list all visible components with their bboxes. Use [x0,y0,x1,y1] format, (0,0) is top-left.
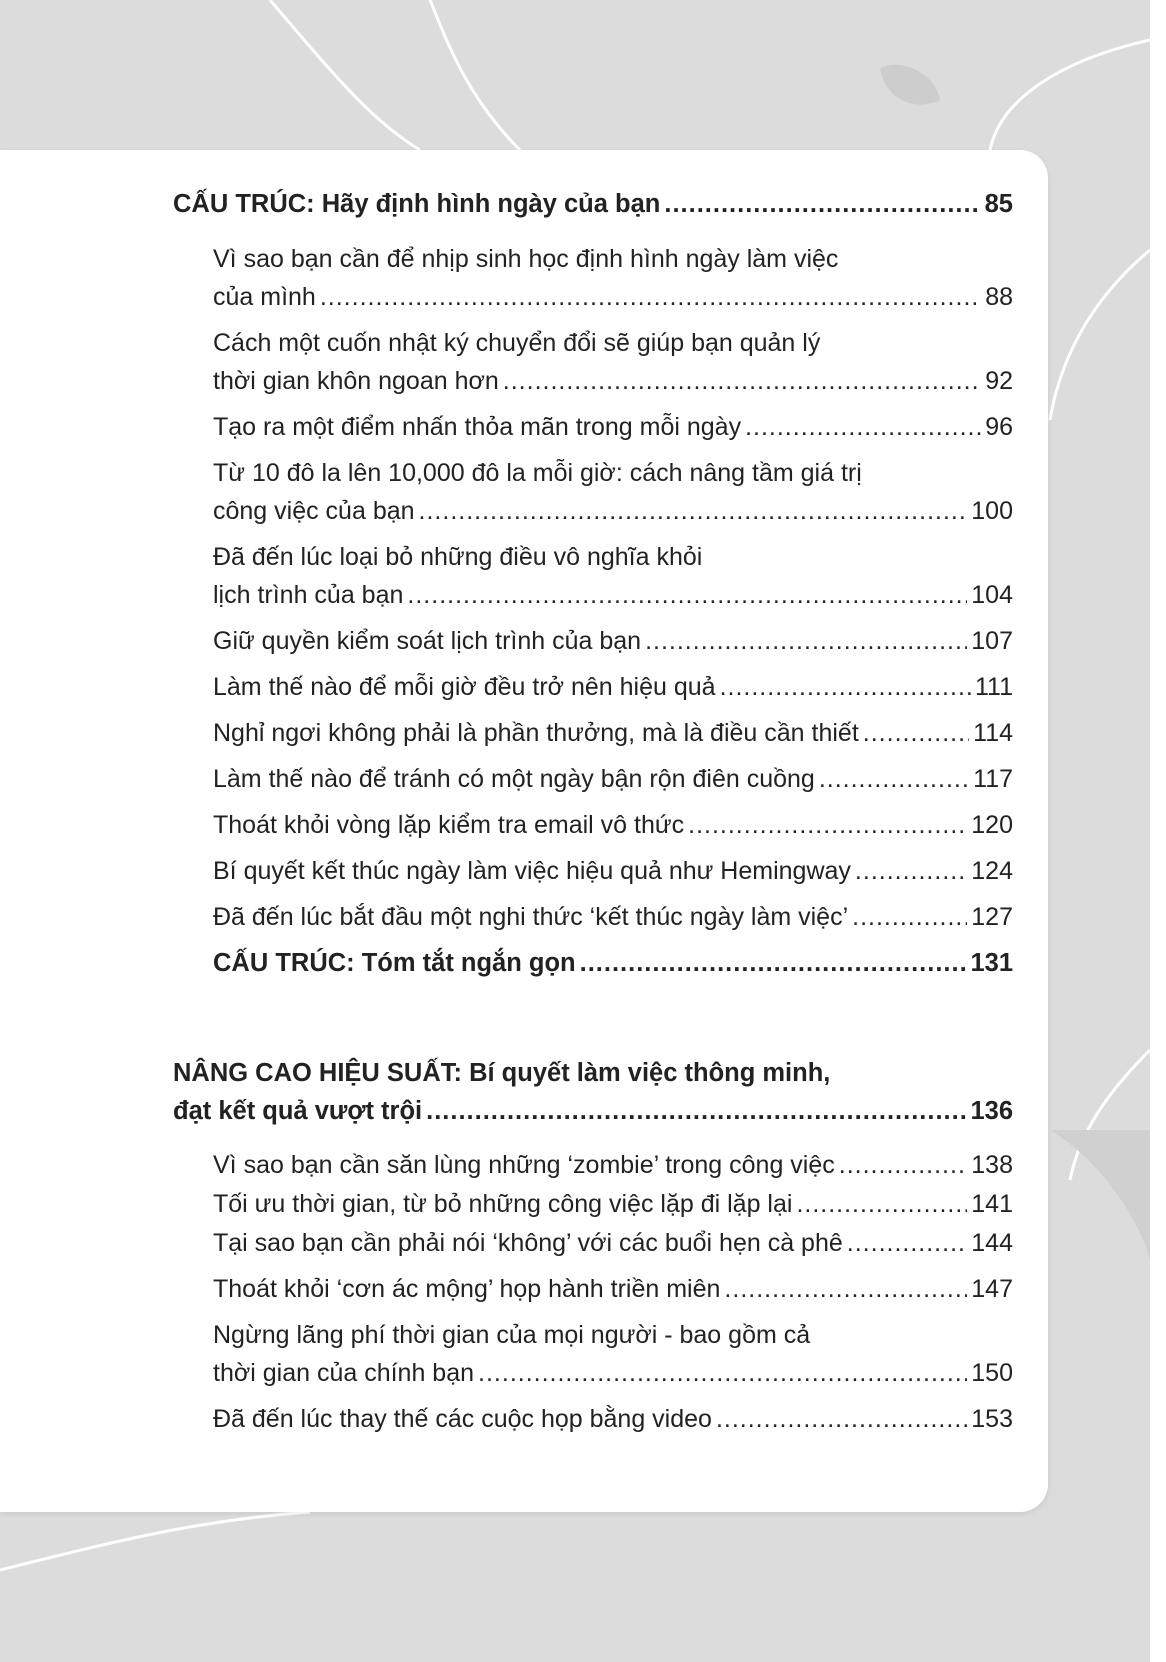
page-edge [1150,0,1166,1662]
toc-entry: Tạo ra một điểm nhấn thỏa mãn trong mỗi ngày ..... 96 [213,408,1013,446]
toc-entry: Nghỉ ngơi không phải là phần thưởng, mà là điều cần thiết ..... 114 [213,714,1013,752]
toc-entry: Từ 10 đô la lên 10,000 đô la mỗi giờ: cách nâng tầm giá trị công việc của bạn ..... 100 [213,454,1013,530]
toc-entry: Tại sao bạn cần phải nói ‘không’ với các buổi hẹn cà phê ..... 144 [213,1224,1013,1262]
toc-entry: Đã đến lúc bắt đầu một nghi thức ‘kết thúc ngày làm việc’ ..... 127 [213,898,1013,936]
toc-section-heading: CẤU TRÚC: Hãy định hình ngày của bạn ..... 85 [173,185,1013,223]
toc-entry: Vì sao bạn cần săn lùng những ‘zombie’ trong công việc ..... 138 [213,1146,1013,1184]
toc-entry: Vì sao bạn cần để nhịp sinh học định hình ngày làm việc của mình ..... 88 [213,240,1013,316]
toc-entry: Đã đến lúc thay thế các cuộc họp bằng video ..... 153 [213,1400,1013,1438]
toc-entry: Thoát khỏi vòng lặp kiểm tra email vô thức ..... 120 [213,806,1013,844]
toc-entry: Làm thế nào để tránh có một ngày bận rộn điên cuồng ..... 117 [213,760,1013,798]
toc-section-heading: NÂNG CAO HIỆU SUẤT: Bí quyết làm việc thông minh, đạt kết quả vượt trội ..... 136 [173,1054,1013,1130]
toc-entry: Bí quyết kết thúc ngày làm việc hiệu quả như Hemingway ..... 124 [213,852,1013,890]
toc-entry: Tối ưu thời gian, từ bỏ những công việc lặp đi lặp lại ..... 141 [213,1185,1013,1223]
toc-entry: Giữ quyền kiểm soát lịch trình của bạn ..... 107 [213,622,1013,660]
toc-entry: Đã đến lúc loại bỏ những điều vô nghĩa khỏi lịch trình của bạn ..... 104 [213,538,1013,614]
toc-entry: Làm thế nào để mỗi giờ đều trở nên hiệu quả ..... 111 [213,668,1013,706]
toc-entry: Thoát khỏi ‘cơn ác mộng’ họp hành triền miên ..... 147 [213,1270,1013,1308]
toc-entry: Ngừng lãng phí thời gian của mọi người - bao gồm cả thời gian của chính bạn ..... 150 [213,1316,1013,1392]
toc-entry: Cách một cuốn nhật ký chuyển đổi sẽ giúp bạn quản lý thời gian khôn ngoan hơn ..... 92 [213,324,1013,400]
toc-section-summary: CẤU TRÚC: Tóm tắt ngắn gọn ..... 131 [213,944,1013,982]
